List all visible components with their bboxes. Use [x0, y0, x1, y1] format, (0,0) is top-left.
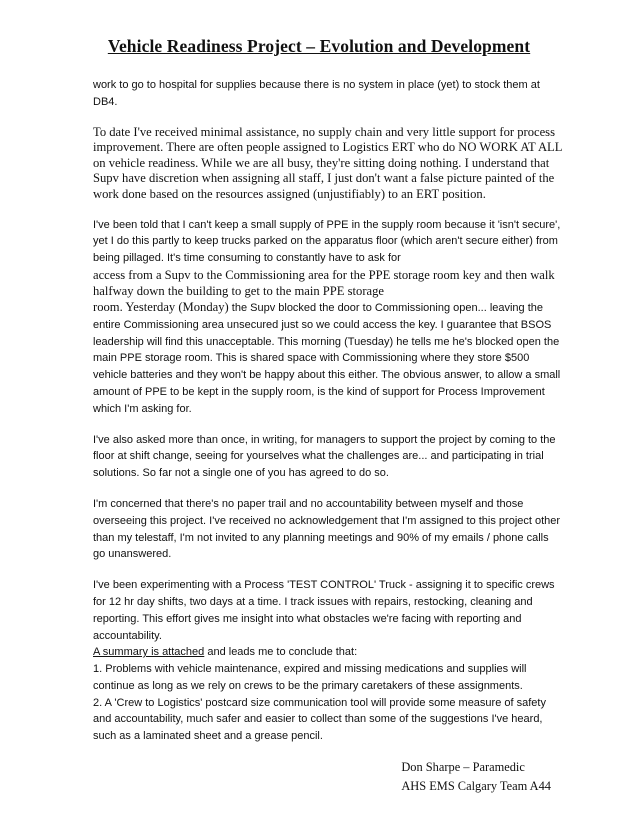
document-title: Vehicle Readiness Project – Evolution and Development: [107, 36, 531, 56]
ppe-text-part-2: access from a Supv to the Commissioning area for the PPE storage room key and then walk halfway down the building to get to the main PPE storage: [93, 267, 555, 298]
paragraph-paper-trail: I'm concerned that there's no paper trail and no accountability between myself and those overseeing this project. I've received no acknowledgement that I'm assigned to this project other than my telestaff, I'm not invited to any planning meetings and 90% of my emails / phone calls go unanswered.: [93, 497, 561, 561]
paragraph-test-control: [93, 577, 563, 745]
summary-attached-link[interactable]: A summary is attached: [93, 646, 205, 659]
conclusion-point-2: 2. A 'Crew to Logistics' postcard size communication tool will provide some measure of safety and accountability, much safer and easier to collect than some of the suggestions I've heard, such as a laminated sheet and a grease pencil.: [93, 696, 546, 743]
paragraph-managers-support: I've also asked more than once, in writing, for managers to support the project by coming to the floor at shift change, seeing for yourselves what the challenges are... and participating in trial solutions. So far not a single one of you has agreed to do so.: [93, 433, 556, 480]
ppe-text-part-4: the Supv blocked the door to Commissioning open... leaving the entire Commissioning area unsecured just so we could access the key. I guarantee that BSOS leadership will find this unacceptable. This morning (Tuesday) he tells me he's blocked open the main PPE storage room. This is shared space with Commissioning where they store $500 vehicle batteries and they won't be happy about this either. The obvious answer, to allow a small amount of PPE to be kept in the supply room, is the kind of support for Process Improvement which I'm asking for.: [93, 301, 561, 415]
conclusion-point-1: 1. Problems with vehicle maintenance, expired and missing medications and supplies will continue as long as we rely on crews to be the primary caretakers of these assignments.: [93, 663, 527, 692]
signature-name: Don Sharpe – Paramedic: [401, 760, 525, 774]
ppe-text-part-3: room. Yesterday (Monday): [93, 299, 229, 314]
paragraph-hospital-supplies: work to go to hospital for supplies because there is no system in place (yet) to stock them at DB4.: [93, 79, 540, 108]
paragraph-minimal-assistance: To date I've received minimal assistance, no supply chain and very little support for process improvement. There are often people assigned to Logistics ERT who do NO WORK AT ALL on vehicle readiness. While we are all busy, they're sitting doing nothing. I understand that Supv have discretion when assigning all staff, I just don't want a false picture painted of the work done based on the resources assigned (unjustifiably) to an ERT position.: [93, 124, 562, 201]
ppe-text-part-1: I've been told that I can't keep a small supply of PPE in the supply room because it 'isn't secure', yet I do this partly to keep trucks parked on the apparatus floor (which aren't secure either) from being pillaged. It's time consuming to constantly have to ask for: [93, 218, 561, 265]
signature-block: [401, 758, 551, 796]
paragraph-ppe-supply: [93, 217, 563, 418]
signature-team: AHS EMS Calgary Team A44: [401, 779, 551, 793]
test-control-text: I've been experimenting with a Process 'TEST CONTROL' Truck - assigning it to specific crews for 12 hr day shifts, two days at a time. I track issues with repairs, restocking, cleaning and reporting. This effort gives me insight into what obstacles we're facing with reporting and accountability.: [93, 579, 555, 642]
document-body: [93, 77, 563, 759]
summary-text: and leads me to conclude that:: [204, 646, 358, 659]
